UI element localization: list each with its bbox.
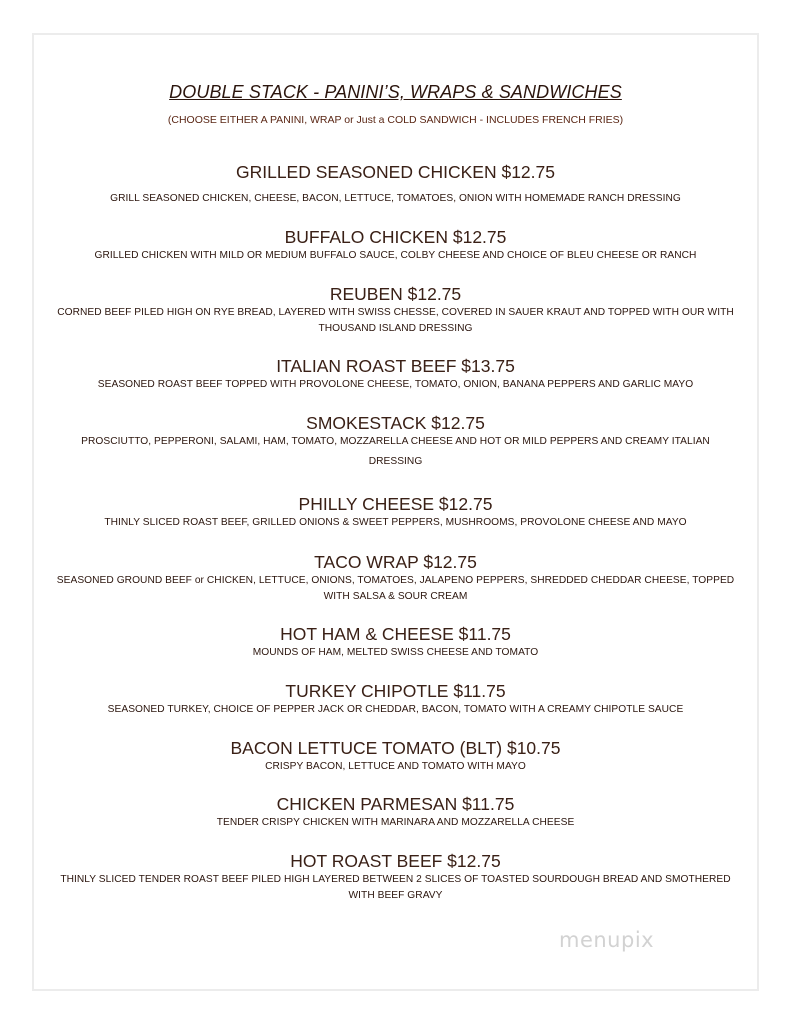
menu-item-chicken-parmesan [34, 793, 757, 831]
item-description: MOUNDS OF HAM, MELTED SWISS CHEESE AND TOMATO [252, 647, 539, 658]
item-name: HOT ROAST BEEF $12.75 [290, 851, 501, 871]
item-name: CHICKEN PARMESAN $11.75 [276, 794, 515, 814]
item-description: TENDER CRISPY CHICKEN WITH MARINARA AND MOZZARELLA CHEESE [216, 817, 575, 828]
item-description-line-2: THOUSAND ISLAND DRESSING [318, 323, 473, 334]
item-name: SMOKESTACK $12.75 [306, 413, 485, 433]
menu-item-reuben [34, 283, 757, 337]
item-description-line-2: WITH BEEF GRAVY [348, 890, 443, 901]
menu-item-turkey-chipotle [34, 680, 757, 718]
item-name: BACON LETTUCE TOMATO (BLT) $10.75 [230, 738, 561, 758]
menu-item-blt [34, 737, 757, 775]
item-name: REUBEN $12.75 [329, 284, 462, 304]
menu-item-hot-roast-beef [34, 850, 757, 904]
item-description: SEASONED GROUND BEEF or CHICKEN, LETTUCE, ONIONS, TOMATOES, JALAPENO PEPPERS, SHREDDED CHEDDAR CHEESE, TOPPED [56, 575, 735, 586]
menu-page [34, 0, 757, 1024]
menupix-watermark: menupix [559, 928, 655, 952]
item-description-line-2: WITH SALSA & SOUR CREAM [323, 591, 468, 602]
menu-title: DOUBLE STACK - PANINI’S, WRAPS & SANDWICHES [169, 82, 622, 102]
item-description: THINLY SLICED ROAST BEEF, GRILLED ONIONS & SWEET PEPPERS, MUSHROOMS, PROVOLONE CHEESE AND MAYO [104, 517, 687, 528]
item-name: PHILLY CHEESE $12.75 [298, 494, 493, 514]
item-name: TACO WRAP $12.75 [314, 552, 477, 572]
menu-subtitle: (CHOOSE EITHER A PANINI, WRAP or Just a COLD SANDWICH - INCLUDES FRENCH FRIES) [167, 114, 624, 126]
item-description: SEASONED TURKEY, CHOICE OF PEPPER JACK OR CHEDDAR, BACON, TOMATO WITH A CREAMY CHIPOTLE SAUCE [107, 704, 684, 715]
item-description: GRILLED CHICKEN WITH MILD OR MEDIUM BUFFALO SAUCE, COLBY CHEESE AND CHOICE OF BLEU CHEESE OR RANCH [94, 250, 697, 261]
item-description-line-2: DRESSING [368, 456, 423, 467]
menu-item-grilled-seasoned-chicken [34, 161, 757, 207]
item-description: CRISPY BACON, LETTUCE AND TOMATO WITH MAYO [265, 761, 526, 772]
item-description: SEASONED ROAST BEEF TOPPED WITH PROVOLONE CHEESE, TOMATO, ONION, BANANA PEPPERS AND GARLIC MAYO [97, 379, 694, 390]
item-description: THINLY SLICED TENDER ROAST BEEF PILED HIGH LAYERED BETWEEN 2 SLICES OF TOASTED SOURDOUGH BREAD AND SMOTHERED [60, 874, 731, 885]
item-name: BUFFALO CHICKEN $12.75 [284, 227, 507, 247]
item-description: PROSCIUTTO, PEPPERONI, SALAMI, HAM, TOMATO, MOZZARELLA CHEESE AND HOT OR MILD PEPPERS AND CREAMY ITALIAN [81, 436, 710, 447]
menu-item-italian-roast-beef [34, 355, 757, 393]
item-description: CORNED BEEF PILED HIGH ON RYE BREAD, LAYERED WITH SWISS CHESSE, COVERED IN SAUER KRAUT AND TOPPED WITH OUR WITH [57, 307, 734, 318]
menu-item-philly-cheese [34, 493, 757, 531]
menu-item-smokestack [34, 412, 757, 474]
menu-item-buffalo-chicken [34, 226, 757, 264]
item-name: HOT HAM & CHEESE $11.75 [280, 624, 511, 644]
item-name: ITALIAN ROAST BEEF $13.75 [276, 356, 515, 376]
item-description: GRILL SEASONED CHICKEN, CHEESE, BACON, LETTUCE, TOMATOES, ONION WITH HOMEMADE RANCH DRESSING [110, 193, 681, 204]
item-name: TURKEY CHIPOTLE $11.75 [285, 681, 506, 701]
item-name: GRILLED SEASONED CHICKEN $12.75 [235, 162, 555, 182]
menu-item-hot-ham-and-cheese [34, 623, 757, 661]
menu-item-taco-wrap [34, 551, 757, 605]
